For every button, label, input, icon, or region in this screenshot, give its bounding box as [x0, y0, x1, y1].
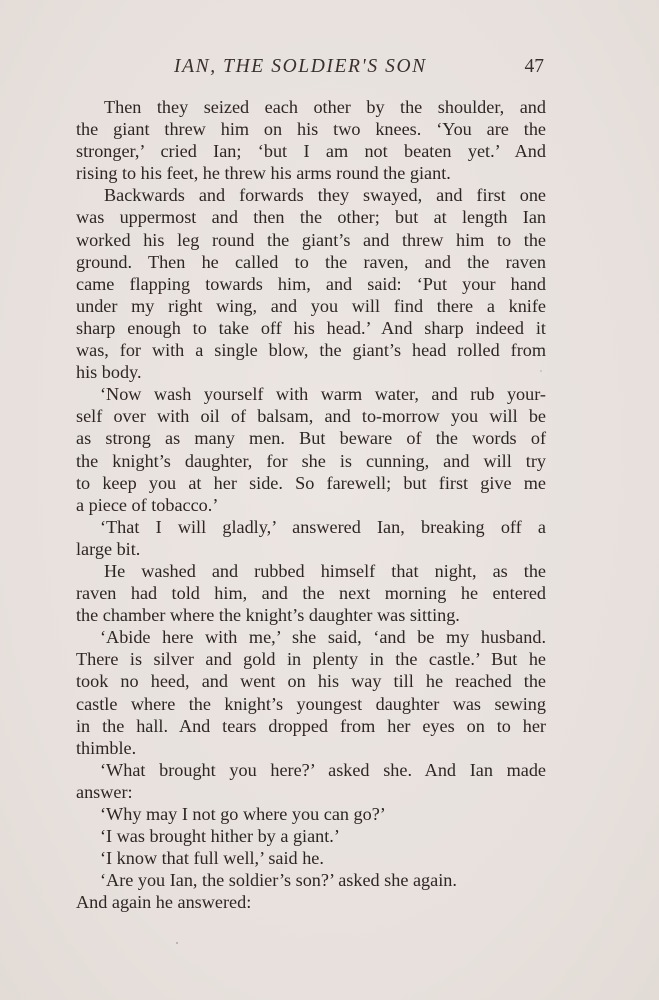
page-number: 47: [524, 56, 544, 77]
text-line: thimble.: [76, 737, 137, 758]
text-line: was, for with a single blow, the giant’s head rolled from: [76, 340, 546, 361]
paper-speck: [176, 942, 178, 944]
text-line: ‘Abide here with me,’ she said, ‘and be my husband.: [100, 627, 546, 648]
text-line: Backwards and forwards they swayed, and first one: [104, 185, 546, 206]
text-line: ‘Now wash yourself with warm water, and rub your-: [100, 384, 546, 405]
text-line: stronger,’ cried Ian; ‘but I am not beaten yet.’ And: [76, 141, 546, 162]
text-line: He washed and rubbed himself that night, as the: [104, 560, 546, 581]
text-line: rising to his feet, he threw his arms round the giant.: [76, 163, 451, 184]
text-line: as strong as many men. But beware of the words of: [76, 428, 546, 449]
text-line: the chamber where the knight’s daughter was sitting.: [76, 605, 460, 626]
text-line: in the hall. And tears dropped from her eyes on to her: [76, 715, 546, 736]
page-header: [76, 56, 546, 84]
text-line: the giant threw him on his two knees. ‘You are the: [76, 119, 546, 140]
text-line: Then they seized each other by the shoulder, and: [104, 97, 546, 117]
text-line: a piece of tobacco.’: [76, 494, 219, 515]
text-line: ‘Why may I not go where you can go?’: [100, 804, 386, 824]
text-line: took no heed, and went on his way till he reached the: [76, 671, 546, 692]
text-line: ground. Then he called to the raven, and the raven: [76, 251, 546, 272]
text-line: large bit.: [76, 538, 141, 559]
text-line: And again he answered:: [76, 892, 252, 913]
text-line: to keep you at her side. So farewell; but first give me: [76, 472, 546, 493]
text-line: castle where the knight’s youngest daughter was sewing: [76, 693, 546, 714]
text-line: answer:: [76, 781, 133, 802]
text-line: the knight’s daughter, for she is cunning, and will try: [76, 450, 546, 471]
text-line: There is silver and gold in plenty in the castle.’ But he: [76, 649, 546, 670]
text-line: ‘What brought you here?’ asked she. And Ian made: [100, 759, 546, 780]
text-line: ‘I know that full well,’ said he.: [100, 848, 324, 869]
body-text: [76, 96, 546, 913]
text-line: his body.: [76, 362, 142, 383]
text-line: came flapping towards him, and said: ‘Put your hand: [76, 273, 546, 294]
text-line: ‘Are you Ian, the soldier’s son?’ asked she again.: [100, 870, 457, 891]
text-line: was uppermost and then the other; but at length Ian: [76, 207, 546, 228]
text-line: raven had told him, and the next morning he entered: [76, 583, 546, 604]
text-line: ‘That I will gladly,’ answered Ian, breaking off a: [100, 516, 546, 537]
text-line: under my right wing, and you will find there a knife: [76, 295, 546, 316]
running-title: IAN, THE SOLDIER'S SON: [174, 56, 427, 77]
text-line: ‘I was brought hither by a giant.’: [100, 826, 340, 847]
text-line: worked his leg round the giant’s and threw him to the: [76, 229, 546, 250]
paper-speck: [540, 370, 542, 372]
text-line: self over with oil of balsam, and to-morrow you will be: [76, 406, 546, 427]
text-line: sharp enough to take off his head.’ And sharp indeed it: [76, 317, 546, 338]
